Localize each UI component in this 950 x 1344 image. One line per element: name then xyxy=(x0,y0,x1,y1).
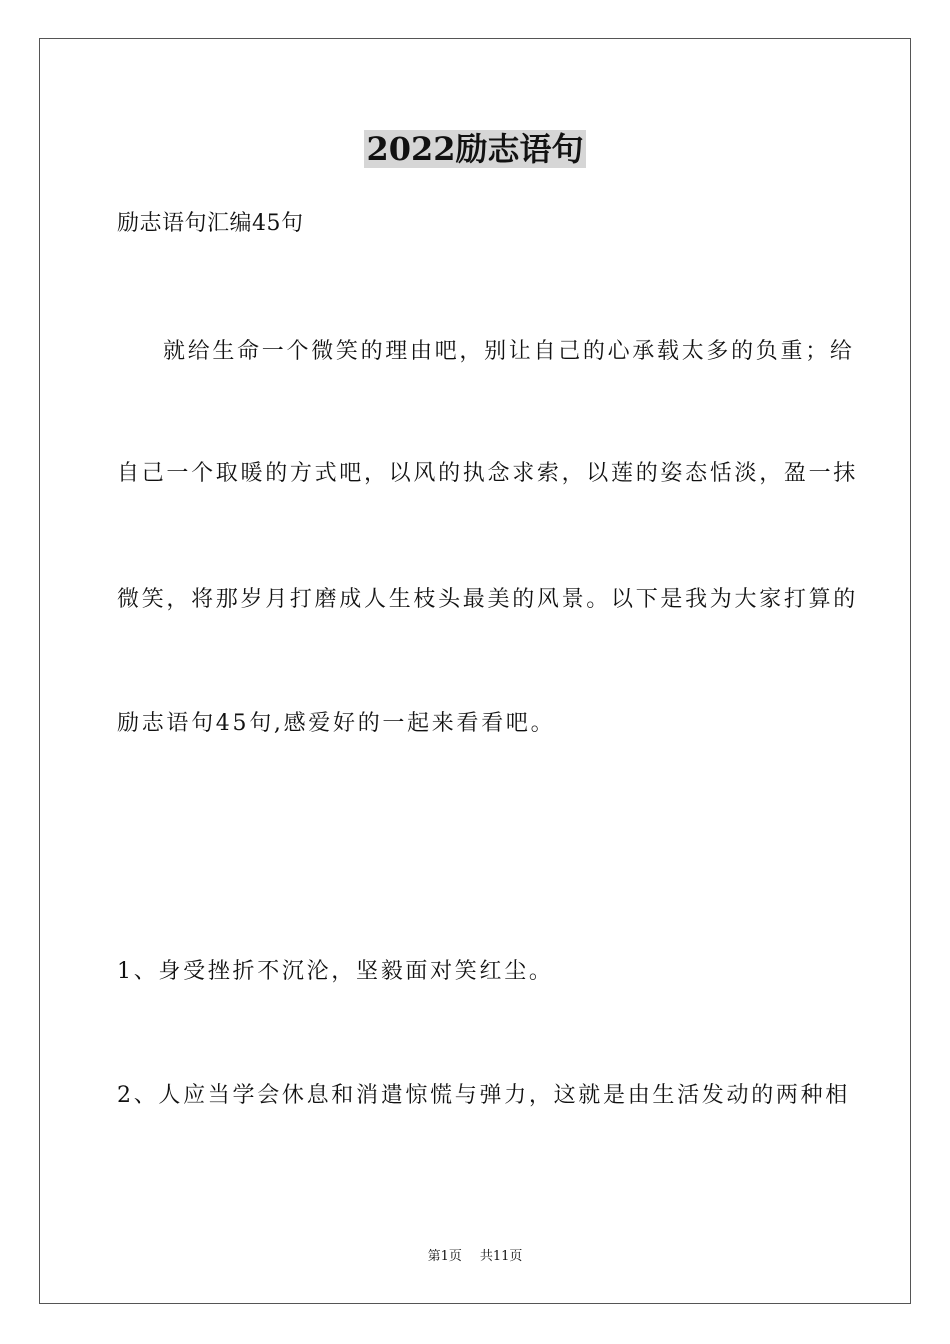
paragraph-line-3: 微笑，将那岁月打磨成人生枝头最美的风景。以下是我为大家打算的 xyxy=(117,587,859,612)
page-number: 第1页 xyxy=(427,1249,462,1264)
page-footer xyxy=(0,1248,950,1266)
page-total: 共11页 xyxy=(479,1249,523,1264)
paragraph-line-2: 自己一个取暖的方式吧，以风的执念求索，以莲的姿态恬淡，盈一抹 xyxy=(117,461,859,486)
paragraph-line-1: 就给生命一个微笑的理由吧，别让自己的心承载太多的负重；给 xyxy=(163,339,855,364)
document-title xyxy=(0,126,950,172)
paragraph-line-4: 励志语句45句,感爱好的一起来看看吧。 xyxy=(117,711,556,736)
list-item-1: 1、身受挫折不沉沦，坚毅面对笑红尘。 xyxy=(117,959,554,984)
document-subtitle: 励志语句汇编45句 xyxy=(117,211,304,236)
document-title-text: 2022励志语句 xyxy=(366,130,584,168)
list-item-2: 2、人应当学会休息和消遣惊慌与弹力，这就是由生活发动的两种相 xyxy=(117,1083,850,1108)
